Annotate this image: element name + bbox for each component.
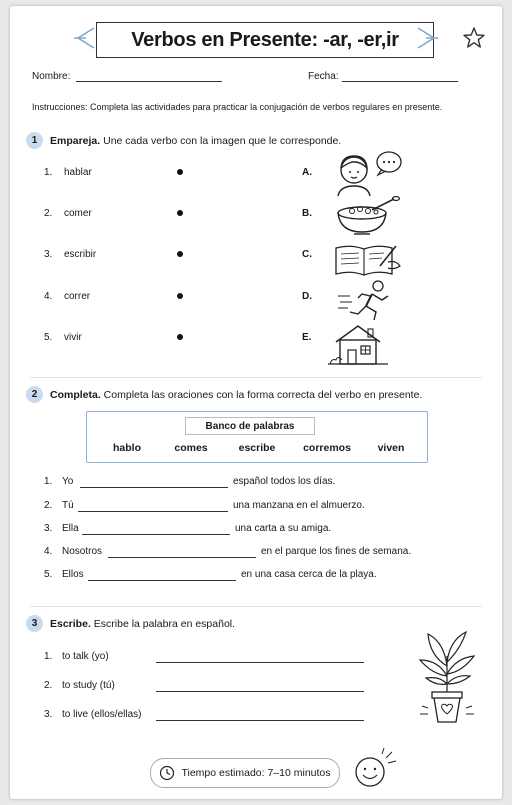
- sentence-blank-4[interactable]: [108, 557, 256, 558]
- date-label: Fecha:: [308, 71, 339, 82]
- match-verb-5: vivir: [64, 332, 82, 343]
- write-answer-line-1[interactable]: [156, 662, 364, 663]
- match-num-2: 2.: [44, 208, 53, 219]
- match-verb-4: correr: [64, 291, 91, 302]
- star-icon: [462, 26, 486, 50]
- estimated-time-pill: [150, 758, 340, 788]
- word-bank-word-4: corremos: [303, 442, 351, 454]
- sentence-blank-2[interactable]: [78, 511, 228, 512]
- sentence-rest-5: en una casa cerca de la playa.: [241, 569, 377, 580]
- section1-title: Empareja. Une cada verbo con la imagen que le corresponde.: [50, 135, 342, 147]
- sentence-subject-3: Ella: [62, 523, 79, 534]
- date-field-line[interactable]: [342, 81, 458, 82]
- word-bank-title: Banco de palabras: [185, 417, 315, 435]
- sentence-blank-1[interactable]: [80, 487, 228, 488]
- potted-plant-icon: [414, 626, 480, 726]
- match-dot-3[interactable]: [177, 251, 183, 257]
- right-chevron-decoration-icon: [414, 24, 442, 52]
- name-field-line[interactable]: [76, 81, 222, 82]
- sentence-subject-1: Yo: [62, 476, 74, 487]
- match-letter-e: E.: [302, 332, 312, 343]
- word-bank-box: [86, 411, 428, 463]
- section-divider-2: [30, 606, 482, 607]
- match-verb-2: comer: [64, 208, 92, 219]
- write-num-1: 1.: [44, 651, 53, 662]
- section3-badge: 3: [26, 615, 43, 632]
- section1-badge: 1: [26, 132, 43, 149]
- sentence-num-4: 4.: [44, 546, 53, 557]
- sentence-num-2: 2.: [44, 500, 53, 511]
- word-bank-word-5: viven: [377, 442, 405, 454]
- instructions-text: Instrucciones: Completa las actividades para practicar la conjugación de verbos regulares en presente.: [32, 102, 443, 112]
- clock-icon: [159, 765, 175, 781]
- word-bank-word-3: escribe: [238, 442, 276, 454]
- sentence-blank-5[interactable]: [88, 580, 236, 581]
- talking-person-icon: [332, 148, 404, 198]
- sentence-rest-3: una carta a su amiga.: [235, 523, 332, 534]
- word-bank-word-1: hablo: [113, 442, 141, 454]
- match-letter-b: B.: [302, 208, 312, 219]
- match-dot-2[interactable]: [177, 210, 183, 216]
- sentence-blank-3[interactable]: [82, 534, 230, 535]
- match-dot-1[interactable]: [177, 169, 183, 175]
- title-box: [96, 22, 434, 58]
- write-prompt-1: to talk (yo): [62, 651, 109, 662]
- left-chevron-decoration-icon: [70, 24, 98, 52]
- sentence-num-3: 3.: [44, 523, 53, 534]
- match-num-1: 1.: [44, 167, 53, 178]
- section-divider-1: [30, 377, 482, 378]
- sentence-num-1: 1.: [44, 476, 53, 487]
- write-prompt-2: to study (tú): [62, 680, 115, 691]
- match-verb-3: escribir: [64, 249, 97, 260]
- match-dot-5[interactable]: [177, 334, 183, 340]
- match-letter-c: C.: [302, 249, 312, 260]
- worksheet-page: [10, 6, 502, 799]
- write-prompt-3: to live (ellos/ellas): [62, 709, 142, 720]
- sentence-num-5: 5.: [44, 569, 53, 580]
- writing-notebook-icon: [332, 240, 404, 280]
- name-label: Nombre:: [32, 71, 71, 82]
- sentence-subject-2: Tú: [62, 500, 74, 511]
- match-num-3: 3.: [44, 249, 53, 260]
- section2-title: Completa. Completa las oraciones con la forma correcta del verbo en presente.: [50, 389, 423, 401]
- match-num-4: 4.: [44, 291, 53, 302]
- smiley-face-icon: [350, 746, 398, 790]
- match-num-5: 5.: [44, 332, 53, 343]
- sentence-rest-4: en el parque los fines de semana.: [261, 546, 412, 557]
- food-bowl-icon: [332, 196, 404, 238]
- word-bank-word-2: comes: [174, 442, 208, 454]
- write-num-2: 2.: [44, 680, 53, 691]
- section2-badge: 2: [26, 386, 43, 403]
- sentence-rest-2: una manzana en el almuerzo.: [233, 500, 365, 511]
- sentence-rest-1: español todos los días.: [233, 476, 336, 487]
- sentence-subject-4: Nosotros: [62, 546, 103, 557]
- section3-title: Escribe. Escribe la palabra en español.: [50, 618, 236, 630]
- estimated-time-label: Tiempo estimado: 7–10 minutos: [181, 767, 331, 779]
- write-num-3: 3.: [44, 709, 53, 720]
- match-letter-d: D.: [302, 291, 312, 302]
- house-icon: [328, 322, 390, 368]
- write-answer-line-3[interactable]: [156, 720, 364, 721]
- match-dot-4[interactable]: [177, 293, 183, 299]
- match-letter-a: A.: [302, 167, 312, 178]
- page-title: Verbos en Presente: -ar, -er,ir: [131, 28, 399, 51]
- running-person-icon: [336, 278, 396, 324]
- write-answer-line-2[interactable]: [156, 691, 364, 692]
- match-verb-1: hablar: [64, 167, 92, 178]
- sentence-subject-5: Ellos: [62, 569, 84, 580]
